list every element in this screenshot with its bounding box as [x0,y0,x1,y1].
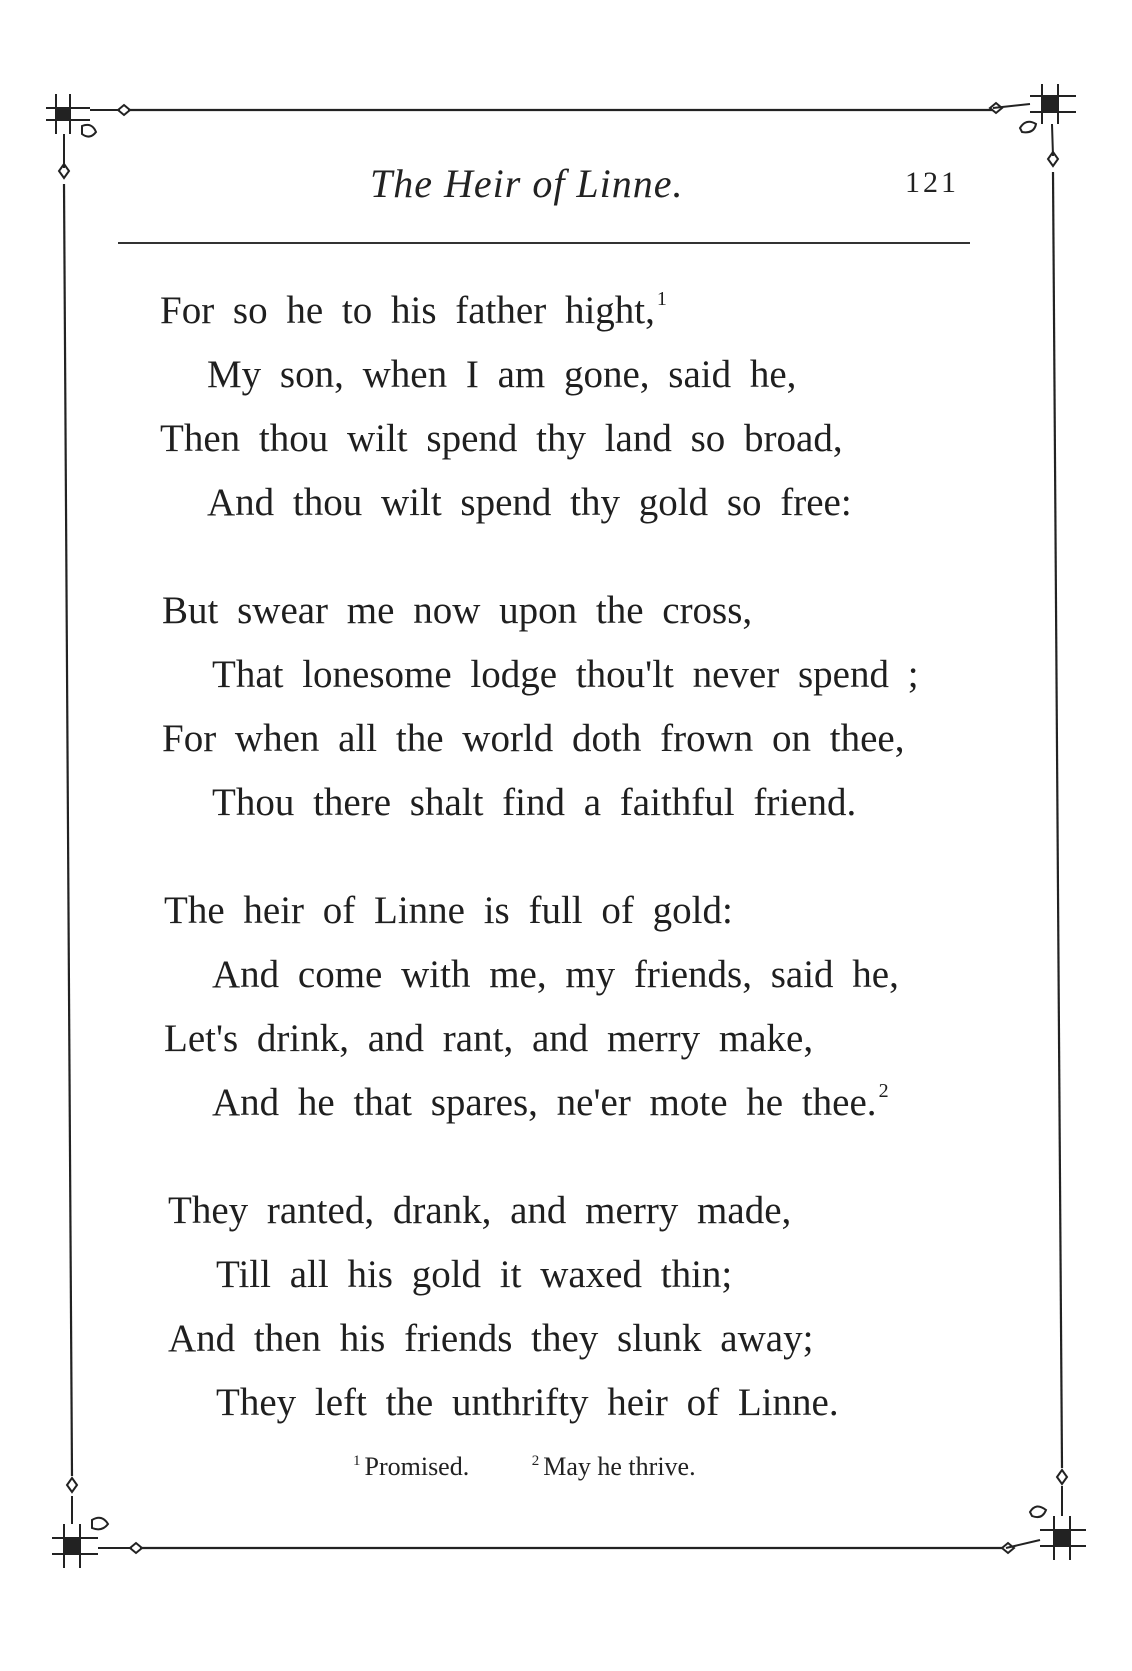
verse-line: And then his friends they slunk away; [168,1317,814,1360]
verse-line: And come with me, my friends, said he, [212,953,899,996]
verse-line: Then thou wilt spend thy land so broad, [160,417,843,460]
corner-ornament-bottom-left [52,1478,142,1568]
verse-line: Thou there shalt find a faithful friend. [212,781,857,824]
verse-line: For so he to his father hight, $^1$ [160,288,667,332]
verse-line: The heir of Linne is full of gold: [164,889,733,932]
footnotes [353,1452,752,1482]
footnote-ref: 1 [656,288,667,310]
page-number: 121 [905,166,959,199]
verse-line: My son, when I am gone, said he, [207,353,797,396]
verse-line: And he that spares, ne'er mote he thee. $^2$ [212,1080,889,1124]
verse-line: But swear me now upon the cross, [162,589,753,632]
verse-line: Till all his gold it waxed thin; [216,1253,733,1296]
footnote-2: $^2$ May he thrive. [531,1452,696,1481]
corner-ornament-top-right [990,84,1076,166]
corner-ornament-top-left [46,94,130,178]
verse-line: That lonesome lodge thou'lt never spend ; [212,653,919,696]
border-right-line [1053,172,1062,1468]
header-rule [118,242,970,244]
running-header-title: The Heir of Linne. [370,161,684,206]
footnote-ref: 2 [878,1080,889,1102]
border-left-line [64,184,72,1476]
verse-line: For when all the world doth frown on thee, [162,717,905,760]
verse-line: They ranted, drank, and merry made, [168,1189,792,1232]
verse-line: Let's drink, and rant, and merry make, [164,1017,814,1060]
verse-line: And thou wilt spend thy gold so free: [207,481,852,524]
corner-ornament-bottom-right [1002,1470,1086,1560]
footnote-1: $^1$ Promised. [353,1452,470,1481]
verse-line: They left the unthrifty heir of Linne. [216,1381,839,1424]
